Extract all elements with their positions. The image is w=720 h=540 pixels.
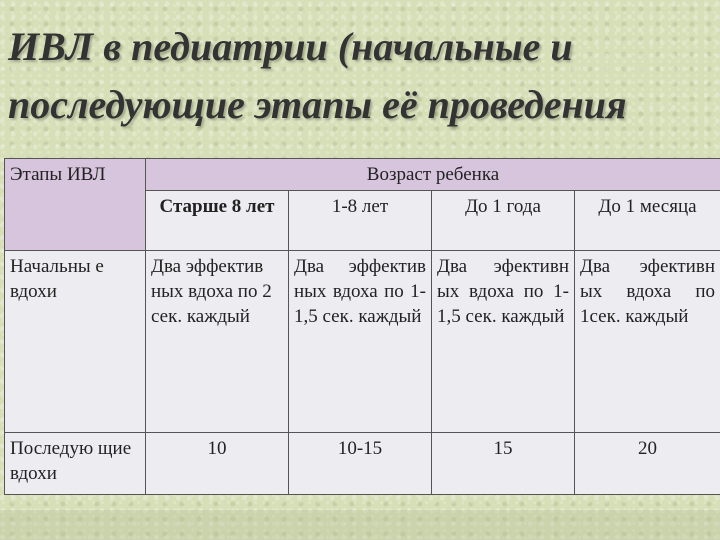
background-texture-strip (0, 510, 720, 540)
slide-title: ИВЛ в педиатрии (начальные и последующие этапы её проведения (8, 24, 627, 127)
table-cell: Два эффектив ных вдоха по 1-1,5 сек. каждый (289, 251, 432, 433)
age-group-header: До 1 месяца (575, 191, 720, 251)
age-group-header: До 1 года (432, 191, 575, 251)
ventilation-table (4, 158, 720, 495)
age-group-header: Старше 8 лет (146, 191, 289, 251)
table-cell: 10-15 (289, 433, 432, 495)
table-cell: 20 (575, 433, 720, 495)
age-group-header: 1-8 лет (289, 191, 432, 251)
ventilation-table-container (4, 158, 720, 494)
table-cell: Два эфективн ых вдоха по 1-1,5 сек. каждый (432, 251, 575, 433)
age-header-cell: Возраст ребенка (146, 159, 720, 191)
corner-header-cell: Этапы ИВЛ (5, 159, 146, 251)
table-cell: Два эфективн ых вдоха по 1сек. каждый (575, 251, 720, 433)
table-cell: 15 (432, 433, 575, 495)
table-cell: 10 (146, 433, 289, 495)
table-cell: Два эффектив ных вдоха по 2 сек. каждый (146, 251, 289, 433)
row-label-subsequent-breaths: Последую щие вдохи (5, 433, 146, 495)
row-label-initial-breaths: Начальны е вдохи (5, 251, 146, 433)
